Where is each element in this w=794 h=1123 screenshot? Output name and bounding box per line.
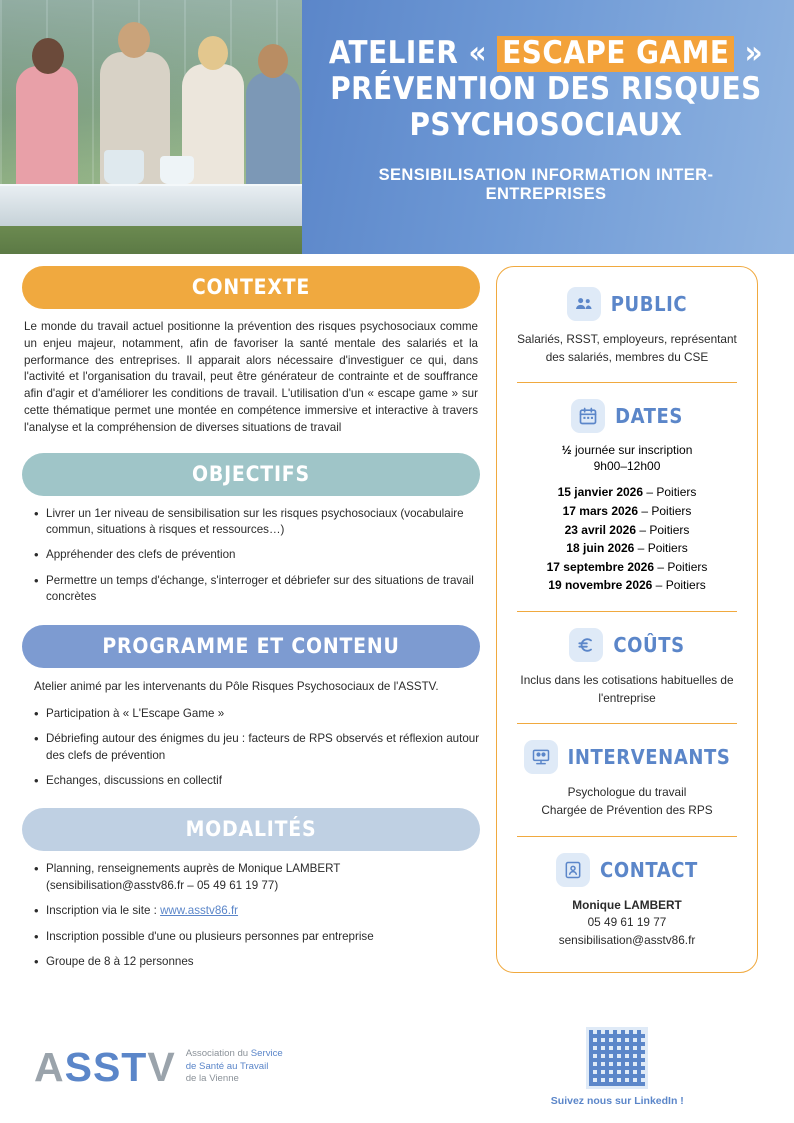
euro-icon	[569, 628, 603, 662]
asstv-logo-text	[34, 1044, 176, 1091]
logo-sub-1: Association du	[185, 1047, 251, 1059]
couts-header	[511, 628, 743, 662]
contact-header	[511, 853, 743, 887]
list-item: • Participation à « L'Escape Game »	[32, 706, 480, 722]
logo-sub-3: de la Vienne	[185, 1073, 239, 1085]
intervenants-line2: Chargée de Prévention des RPS	[541, 803, 713, 817]
contact-email: sensibilisation@asstv86.fr	[558, 933, 696, 948]
photo-bucket-2	[160, 156, 194, 184]
divider	[517, 836, 737, 837]
calendar-icon	[571, 399, 605, 433]
photo-person-1	[16, 66, 78, 184]
list-item: • Planning, renseignements auprès de Monique LAMBERT (sensibilisation@asstv86.fr – 05 49 61 19 77)	[32, 861, 480, 894]
objectifs-list	[32, 506, 480, 606]
list-item: • Echanges, discussions en collectif	[32, 773, 480, 789]
asstv-logo	[34, 1044, 283, 1091]
right-column	[496, 266, 758, 980]
intervenants-header	[511, 740, 743, 774]
date-value: 17 septembre 2026	[546, 559, 655, 574]
qr-code-icon[interactable]	[586, 1027, 648, 1089]
photo-head-3	[198, 36, 228, 70]
poster-body	[0, 254, 794, 980]
public-header	[511, 287, 743, 321]
dates-header	[511, 399, 743, 433]
date-value: 15 janvier 2026	[557, 485, 644, 500]
photo-table	[0, 184, 302, 226]
photo-person-4	[246, 72, 300, 184]
dates-title: DATES	[615, 404, 683, 429]
date-place: Poitiers	[667, 559, 708, 574]
section-heading-contexte: CONTEXTE	[22, 266, 480, 309]
public-title: PUBLIC	[610, 292, 688, 316]
logo-letters-sst: SST	[64, 1043, 148, 1090]
date-row	[511, 539, 743, 558]
inscription-prefix: Inscription via le site :	[46, 904, 161, 918]
poster-subtitle: SENSIBILISATION INFORMATION INTER-ENTREPRISES	[378, 165, 714, 203]
couts-text: Inclus dans les cotisations habituelles de l'entreprise	[520, 672, 734, 705]
list-item: • Permettre un temps d'échange, s'interroger et débriefer sur des situations de travail concrètes	[32, 573, 480, 606]
dates-duration	[511, 443, 743, 457]
programme-intro: Atelier animé par les intervenants du Pôle Risques Psychosociaux de l'ASSTV.	[34, 679, 439, 693]
people-icon	[567, 287, 601, 321]
poster-footer	[0, 1011, 794, 1123]
poster-header	[0, 0, 794, 254]
date-sep: –	[636, 522, 650, 537]
photo-head-1	[32, 38, 64, 74]
contact-title: CONTACT	[600, 857, 698, 882]
date-row	[511, 521, 743, 540]
date-place: Poitiers	[647, 541, 688, 556]
intervenants-title: INTERVENANTS	[567, 745, 731, 770]
section-heading-objectifs: OBJECTIFS	[22, 453, 480, 496]
contact-name: Monique LAMBERT	[572, 897, 682, 912]
date-place: Poitiers	[665, 578, 706, 593]
photo-head-2	[118, 22, 150, 58]
list-item: • Inscription possible d'une ou plusieurs personnes par entreprise	[32, 929, 480, 945]
title-highlight: ESCAPE GAME	[497, 36, 734, 72]
list-item: • Groupe de 8 à 12 personnes	[32, 954, 480, 970]
list-item: • Livrer un 1er niveau de sensibilisation sur les risques psychosociaux (vocabulaire commun, situations à risques et ressources…)	[32, 506, 480, 539]
programme-list	[32, 706, 480, 790]
date-sep: –	[634, 541, 648, 556]
date-place: Poitiers	[649, 522, 690, 537]
list-item-inscription	[32, 903, 480, 919]
list-item: • Appréhender des clefs de prévention	[32, 547, 480, 563]
logo-letter-v: V	[147, 1043, 176, 1090]
qr-caption: Suivez nous sur LinkedIn !	[550, 1095, 684, 1107]
poster-title-line3: PSYCHOSOCIAUX	[409, 106, 683, 143]
dates-hours: 9h00–12h00	[593, 459, 661, 474]
date-sep: –	[652, 578, 666, 593]
contexte-text: Le monde du travail actuel positionne la prévention des risques psychosociaux comme un enjeu majeur, notamment, afin de favoriser la santé mentale des salariés et la performance des entreprises. Il apparait alors nécessaire d'investiguer ce qui, dans l'activité et l'organisation du travail, peut être générateur de contrainte et de souffrance afin d'agir et d'améliorer les conditions de travail. L'utilisation d'un « escape game » sur cette thématique permet une montée en compétence immersive et interactive à travers l'analyse et la compréhension de diverses situations de travail	[24, 320, 478, 434]
title-part1: ATELIER «	[328, 35, 498, 71]
contact-phone: 05 49 61 19 77	[587, 915, 667, 930]
date-value: 19 novembre 2026	[548, 578, 653, 593]
date-place: Poitiers	[656, 485, 697, 500]
linkedin-qr-block[interactable]	[551, 1027, 684, 1107]
contact-card-icon	[556, 853, 590, 887]
poster-title-line2: PRÉVENTION DES RISQUES	[330, 70, 762, 107]
modalites-list	[32, 861, 480, 970]
date-row	[511, 558, 743, 577]
asstv-logo-subtitle	[186, 1048, 283, 1087]
dates-duration-label: journée sur inscription	[571, 443, 693, 458]
divider	[517, 723, 737, 724]
photo-head-4	[258, 44, 288, 78]
date-sep: –	[638, 503, 652, 518]
intervenants-line1: Psychologue du travail	[567, 785, 687, 800]
date-sep: –	[643, 485, 657, 500]
left-column	[22, 266, 480, 980]
poster-title-line1	[320, 36, 772, 72]
couts-title: COÛTS	[613, 632, 685, 657]
header-photo	[0, 0, 302, 254]
date-sep: –	[654, 559, 668, 574]
date-row	[511, 483, 743, 502]
presenter-icon	[524, 740, 558, 774]
list-item: • Débriefing autour des énigmes du jeu : facteurs de RPS observés et réflexion autour des clefs de prévention	[32, 731, 480, 764]
dates-duration-value: ½	[561, 443, 572, 458]
date-value: 23 avril 2026	[564, 522, 637, 537]
logo-sub-1b: Service	[250, 1047, 283, 1059]
divider	[517, 382, 737, 383]
dates-list	[511, 483, 743, 595]
asstv-website-link[interactable]: www.asstv86.fr	[160, 904, 239, 918]
section-heading-programme: PROGRAMME ET CONTENU	[22, 625, 480, 668]
info-panel	[496, 266, 758, 973]
date-value: 17 mars 2026	[562, 503, 639, 518]
divider	[517, 611, 737, 612]
photo-bucket-1	[104, 150, 144, 184]
section-heading-modalites: MODALITÉS	[22, 808, 480, 851]
logo-sub-2: de Santé au Travail	[185, 1060, 269, 1072]
public-text: Salariés, RSST, employeurs, représentant des salariés, membres du CSE	[517, 332, 737, 364]
date-row	[511, 502, 743, 521]
date-row	[511, 576, 743, 595]
date-place: Poitiers	[651, 503, 692, 518]
date-value: 18 juin 2026	[566, 541, 635, 556]
header-title-block	[302, 0, 794, 254]
logo-letter-a: A	[34, 1043, 65, 1090]
title-part2: »	[734, 35, 764, 71]
